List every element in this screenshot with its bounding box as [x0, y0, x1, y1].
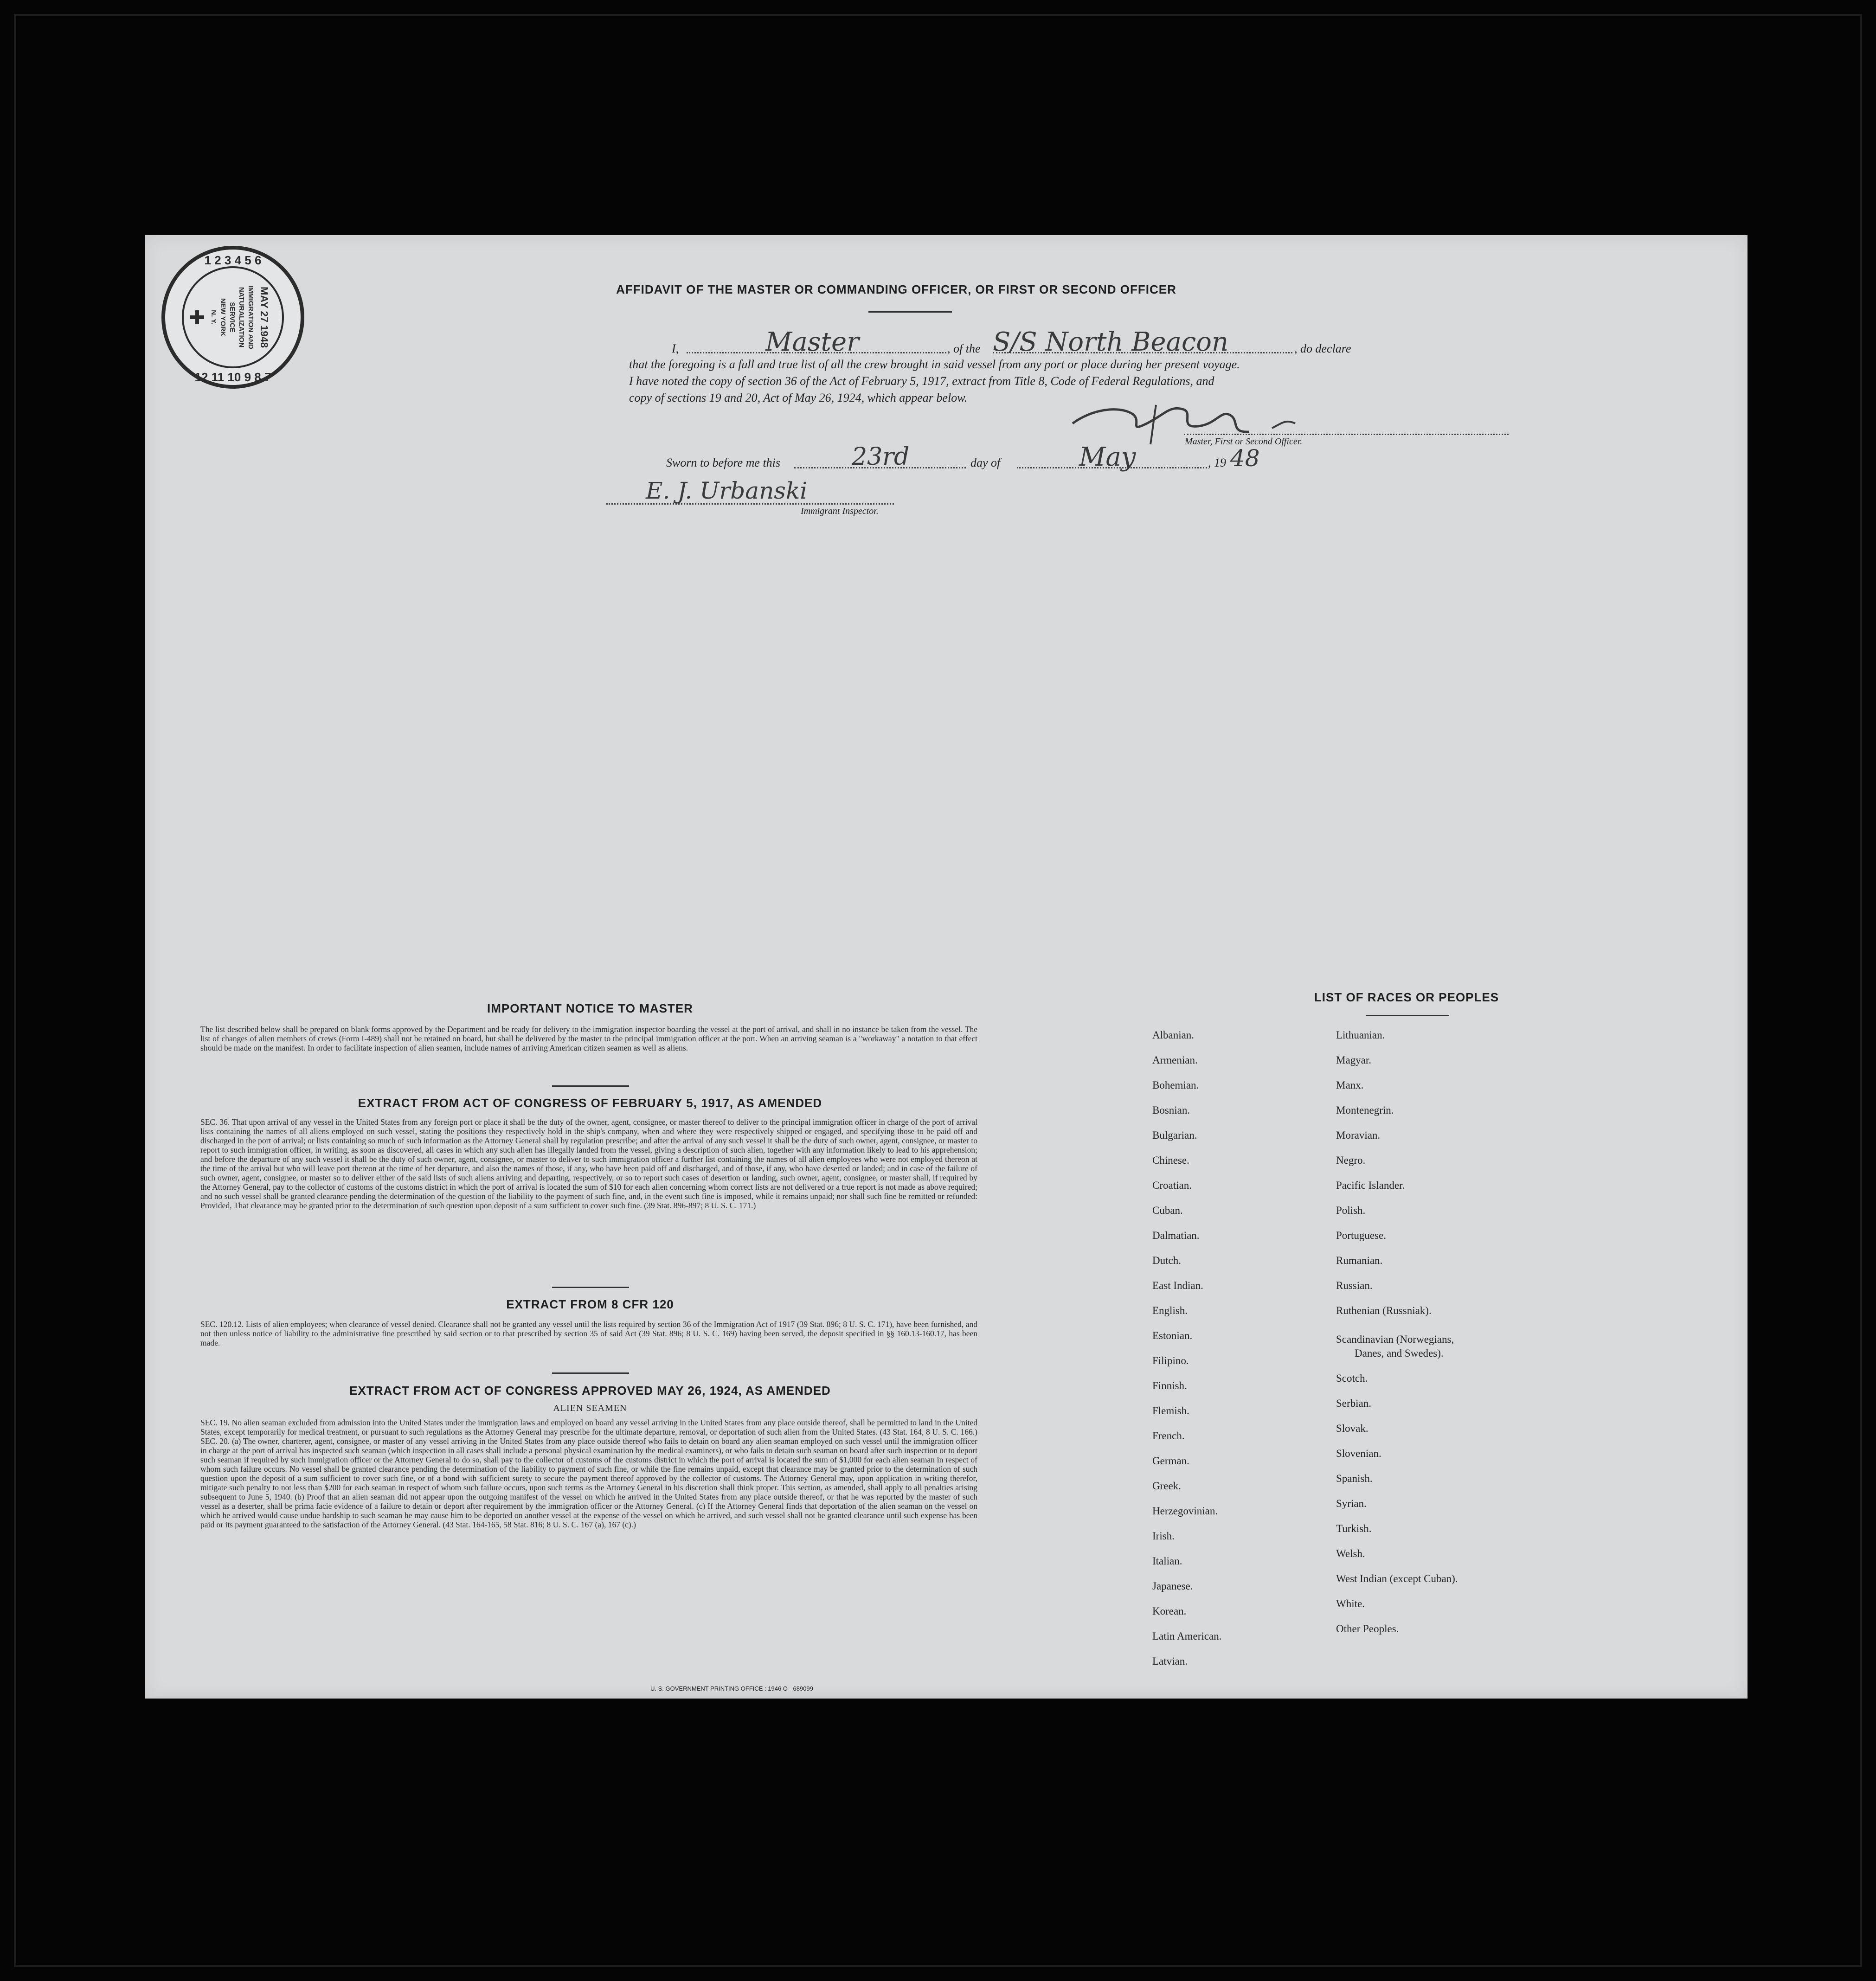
- race-item: Ruthenian (Russniak).: [1336, 1305, 1432, 1316]
- race-item: Cuban.: [1152, 1205, 1183, 1216]
- svg-text:NEW YORK: NEW YORK: [219, 298, 227, 337]
- races-right-column: [1336, 1023, 1458, 1641]
- affidavit-title: AFFIDAVIT OF THE MASTER OR COMMANDING OFFICER, OR FIRST OR SECOND OFFICER: [616, 282, 1176, 296]
- race-item: Bulgarian.: [1152, 1129, 1197, 1141]
- race-item: Manx.: [1336, 1079, 1364, 1091]
- svg-text:12 11 10 9 8 7: 12 11 10 9 8 7: [194, 370, 271, 384]
- printer-imprint: U. S. GOVERNMENT PRINTING OFFICE : 1946 O - 689099: [650, 1685, 813, 1692]
- race-item: East Indian.: [1152, 1280, 1203, 1291]
- race-item: Herzegovinian.: [1152, 1505, 1218, 1517]
- race-item: Magyar.: [1336, 1054, 1372, 1066]
- races-left-column: [1152, 1023, 1221, 1674]
- race-item: Italian.: [1152, 1555, 1182, 1567]
- inspector-caption: Immigrant Inspector.: [801, 506, 879, 516]
- svg-text:1 2 3 4 5 6: 1 2 3 4 5 6: [204, 253, 262, 267]
- svg-text:N. Y.: N. Y.: [210, 310, 218, 325]
- races-divider: [1366, 1015, 1449, 1016]
- race-item: Moravian.: [1336, 1129, 1381, 1141]
- name-handwritten: Master: [765, 327, 859, 357]
- race-item: Korean.: [1152, 1605, 1187, 1617]
- race-item: Irish.: [1152, 1530, 1175, 1542]
- svg-text:SERVICE: SERVICE: [228, 302, 236, 333]
- svg-text:NATURALIZATION: NATURALIZATION: [238, 287, 245, 348]
- sworn-prefix: Sworn to before me this: [666, 456, 781, 469]
- race-item: Other Peoples.: [1336, 1623, 1399, 1635]
- race-item: Finnish.: [1152, 1380, 1187, 1391]
- affidavit-line-4: copy of sections 19 and 20, Act of May 26, 1924, which appear below.: [629, 391, 968, 404]
- race-item: Montenegrin.: [1336, 1104, 1394, 1116]
- affidavit-line-3: I have noted the copy of section 36 of the Act of February 5, 1917, extract from Title 8, Code of Federal Regulations, and: [629, 374, 1214, 388]
- race-item: Bohemian.: [1152, 1079, 1199, 1091]
- extract-1917-body: SEC. 36. That upon arrival of any vessel in the United States from any foreign port or place it shall be the duty of the owner, agent, consignee, or master thereof to deliver to the principal immigration officer in charge of the port of arrival lists containing the names of all aliens employed on such vessel, stating the positions they respectively hold in the ship's company, when and where they were respectively shipped or engaged, and specifying those to be paid off and discharged in the port of arrival; or lists containing so much of such information as the Attorney General shall by regulation prescribe; and after the arrival of any such vessel it shall be the duty of such owner, agent, consignee, or master to report to such immigration officer, in writing, as soon as discovered, all cases in which any such alien has illegally landed from the vessel, giving a description of such alien, together with any information likely to lead to his apprehension; and before the departure of any such vessel it shall be the duty of such owner, agent, consignee, or master to deliver to such immigration officer a further list containing the names of all alien employees who were not employed thereon at the time of the arrival but who will leave port thereon at the time of her departure, and also the names of those, if any, who have been paid off and discharged, and of those, if any, who have deserted or landed; and in case of the failure of such owner, agent, consignee, or master so to deliver either of the said lists of such aliens arriving and departing, respectively, or so to report such cases of desertion or landing, such owner, agent, consignee, or master shall, if required by the Attorney General, pay to the collector of customs of the customs district in which the port of arrival is located the sum of $10 for each alien concerning whom correct lists are not delivered or a true report is not made as above required; and no such vessel shall be granted clearance pending the determination of the question of the liability to the payment of such fine, and, in the event such fine is imposed, while it remains unpaid; nor shall such fine be remitted or refunded: Provided, That clearance may be granted prior to the determination of such question upon deposit of a sum sufficient to cover such fine. (39 Stat. 896-897; 8 U. S. C. 171.): [200, 1117, 977, 1210]
- race-item: Latvian.: [1152, 1655, 1188, 1667]
- extract-1917-divider: [552, 1287, 629, 1288]
- race-item: Negro.: [1336, 1154, 1366, 1166]
- race-item: Greek.: [1152, 1480, 1181, 1492]
- race-item: Spanish.: [1336, 1473, 1373, 1484]
- month-handwritten: May: [1079, 442, 1136, 472]
- race-item: Latin American.: [1152, 1630, 1222, 1642]
- affidavit-line-1: [524, 327, 1517, 361]
- day-of-text: day of: [970, 456, 1001, 469]
- race-item: Danes, and Swedes).: [1355, 1347, 1444, 1359]
- master-signature-line: [1184, 434, 1509, 435]
- extract-1924-body: SEC. 19. No alien seaman excluded from admission into the United States under the immigration laws and employed on board any vessel arriving in the United States from any place outside thereof, shall be permitted to land in the United States, except temporarily for medical treatment, or pursuant to such regulations as the Attorney General may prescribe for the ultimate departure, removal, or deportation of such alien from the United States. (43 Stat. 164, 8 U. S. C. 166.) SEC. 20. (a) The owner, charterer, agent, consignee, or master of any vessel arriving in the United States from any place outside thereof who fails to detain on board any alien seaman employed on such vessel until the immigration officer in charge at the port of arrival has inspected such seaman (which inspection in all cases shall include a personal physical examination by the medical examiners), or who fails to detain such seaman on board after such inspection or to deport such seaman if required by such immigration officer or the Attorney General to do so, shall pay to the collector of customs of the customs district in which the port of arrival is located the sum of $1,000 for each alien seaman in respect of whom such failure occurs. No vessel shall be granted clearance pending the determination of the liability to payment of such fine, or while the fine remains unpaid, except that clearance may be granted prior to the determination of such question upon the deposit of a sum sufficient to cover such fine, or of a bond with sufficient surety to secure the payment thereof approved by the collector of customs. The Attorney General may, upon application in writing therefor, mitigate such penalty to not less than $200 for each seaman in respect of whom such failure occurs, upon such terms as the Attorney General in his discretion shall think proper. This section, as amended, shall apply to all penalties arising subsequent to June 5, 1940. (b) Proof that an alien seaman did not appear upon the outgoing manifest of the vessel on which he arrived in the United States from any place outside thereof, or that he was reported by the master of such vessel as a deserter, shall be prima facie evidence of a failure to detain or deport after requirement by the immigration officer or the Attorney General. (c) If the Attorney General finds that deportation of the alien seaman on the vessel on which he arrived would cause undue hardship to such seaman he may cause him to be deported on another vessel at the expense of the vessel on which he arrived, and such vessel shall not be granted clearance until such expense has been paid or its payment guaranteed to the satisfaction of the Attorney General. (43 Stat. 164-165, 58 Stat. 816; 8 U. S. C. 167 (a), 167 (c).): [200, 1418, 977, 1529]
- race-item: Albanian.: [1152, 1029, 1195, 1041]
- do-declare-text: , do declare: [1294, 342, 1351, 355]
- signature-caption: Master, First or Second Officer.: [1185, 436, 1303, 447]
- year-handwritten: 48: [1230, 445, 1260, 472]
- vessel-handwritten: S/S North Beacon: [993, 327, 1229, 357]
- race-item: Japanese.: [1152, 1580, 1193, 1592]
- race-item: Lithuanian.: [1336, 1029, 1385, 1041]
- race-item: Polish.: [1336, 1205, 1366, 1216]
- race-item: French.: [1152, 1430, 1185, 1442]
- race-item: Slovak.: [1336, 1423, 1368, 1434]
- race-item: Turkish.: [1336, 1523, 1372, 1534]
- svg-text:IMMIGRATION AND: IMMIGRATION AND: [247, 285, 255, 349]
- race-item: Dalmatian.: [1152, 1230, 1200, 1241]
- extract-8cfr-divider: [552, 1372, 629, 1374]
- day-handwritten: 23rd: [852, 443, 910, 471]
- race-item: Dutch.: [1152, 1255, 1181, 1266]
- inspector-handwritten: E. J. Urbanski: [646, 477, 808, 504]
- races-title: LIST OF RACES OR PEOPLES: [1314, 990, 1499, 1004]
- race-item: Portuguese.: [1336, 1230, 1386, 1241]
- race-item: Syrian.: [1336, 1498, 1367, 1509]
- extract-1917-title: EXTRACT FROM ACT OF CONGRESS OF FEBRUARY 5, 1917, AS AMENDED: [358, 1096, 822, 1110]
- title-divider: [868, 311, 952, 313]
- immigration-date-stamp: [158, 242, 308, 392]
- race-item: Filipino.: [1152, 1355, 1189, 1366]
- race-item: Welsh.: [1336, 1548, 1365, 1559]
- race-item: Flemish.: [1152, 1405, 1189, 1417]
- extract-1924-title: EXTRACT FROM ACT OF CONGRESS APPROVED MAY 26, 1924, AS AMENDED: [349, 1384, 831, 1398]
- manifest-page: [145, 235, 1748, 1699]
- race-item: Slovenian.: [1336, 1448, 1381, 1459]
- race-item: Serbian.: [1336, 1398, 1372, 1409]
- race-item: Scandinavian (Norwegians,: [1336, 1333, 1454, 1345]
- sworn-line: [522, 442, 1357, 479]
- race-item: Bosnian.: [1152, 1104, 1190, 1116]
- race-item: West Indian (except Cuban).: [1336, 1573, 1458, 1584]
- race-item: Chinese.: [1152, 1154, 1189, 1166]
- notice-divider: [552, 1085, 629, 1087]
- affidavit-line-2: that the foregoing is a full and true list of all the crew brought in said vessel from any port or place during her present voyage.: [629, 358, 1240, 371]
- race-item: Croatian.: [1152, 1180, 1192, 1191]
- extract-8cfr-title: EXTRACT FROM 8 CFR 120: [506, 1297, 674, 1311]
- race-item: Rumanian.: [1336, 1255, 1383, 1266]
- stamp-date: MAY 27 1948: [258, 286, 270, 348]
- race-item: Estonian.: [1152, 1330, 1193, 1341]
- race-item: Scotch.: [1336, 1372, 1368, 1384]
- race-item: Russian.: [1336, 1280, 1373, 1291]
- intro-i: I,: [672, 342, 679, 355]
- extract-1924-subtitle: ALIEN SEAMEN: [553, 1403, 627, 1413]
- notice-body: The list described below shall be prepared on blank forms approved by the Department and be ready for delivery to the immigration inspector boarding the vessel at the port of arrival, and shall in no instance be taken from the vessel. The list of changes of alien members of crews (Form I-489) shall not be retained on board, but shall be delivered by the master to the principal immigration officer at the port. When an arriving seaman is a "workaway" a notation to that effect should be made on the manifest. In order to facilitate inspection of alien seamen, include names of arriving American citizen seamen as well as aliens.: [200, 1025, 977, 1052]
- race-item: White.: [1336, 1598, 1365, 1609]
- race-item: Armenian.: [1152, 1054, 1198, 1066]
- race-item: Pacific Islander.: [1336, 1180, 1405, 1191]
- year-prefix: , 19: [1208, 456, 1226, 469]
- extract-8cfr-body: SEC. 120.12. Lists of alien employees; when clearance of vessel denied. Clearance shall not be granted any vessel until the lists required by section 36 of the Immigration Act of 1917 (39 Stat. 896; 8 U. S. C. 171), have been furnished, and not then unless notice of liability to the administrative fine prescribed by said section or to that prescribed by section 35 of said Act (39 Stat. 896; 8 U. S. C. 169) having been served, the deposit specified in §§ 160.13-160.17, has been made.: [200, 1320, 977, 1347]
- race-item: English.: [1152, 1305, 1188, 1316]
- notice-title: IMPORTANT NOTICE TO MASTER: [487, 1001, 693, 1015]
- race-item: German.: [1152, 1455, 1189, 1467]
- of-the-text: , of the: [947, 342, 981, 355]
